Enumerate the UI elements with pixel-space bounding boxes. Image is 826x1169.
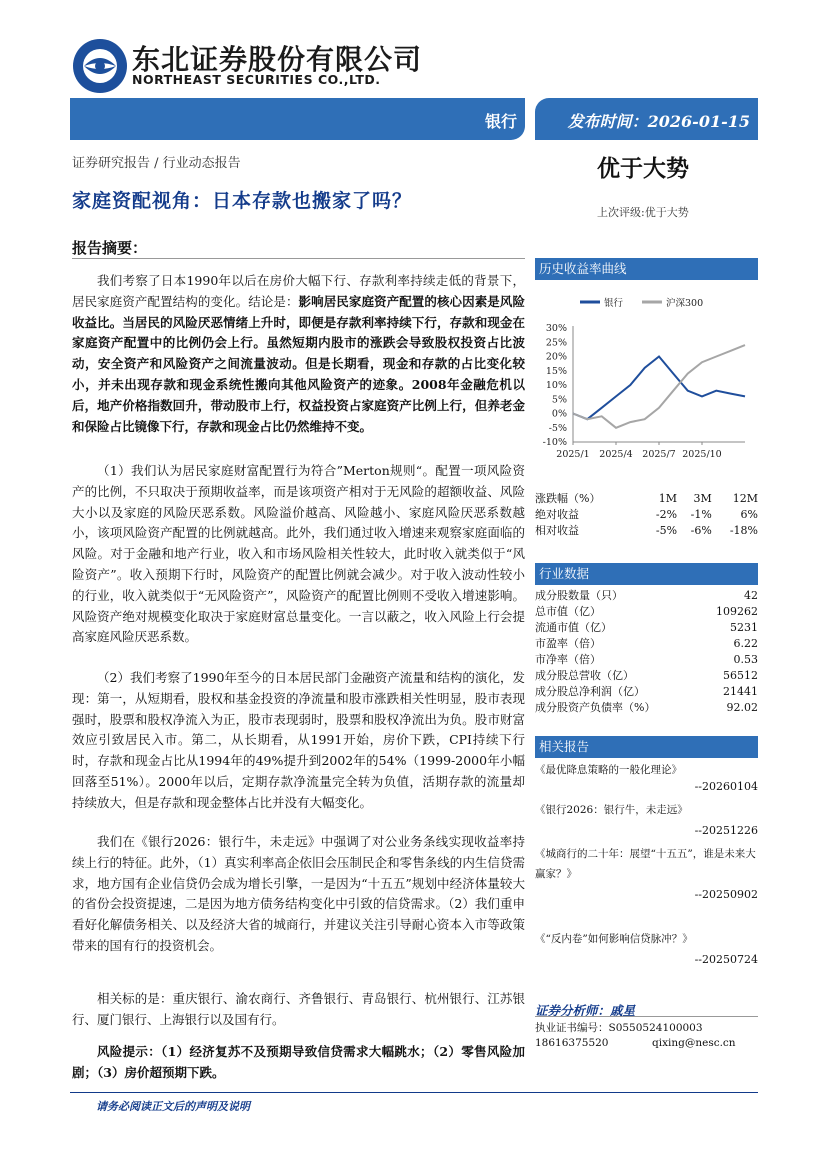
- table-row: [535, 619, 758, 635]
- ind-value: 5231: [730, 620, 758, 634]
- company-name-cn: 东北证券股份有限公司: [132, 43, 423, 76]
- ind-label: 流通市值（亿）: [535, 621, 612, 634]
- analyst-cert: 执业证书编号：S0550524100003: [535, 1022, 703, 1034]
- analyst-name: 证券分析师：戚星: [535, 1003, 636, 1018]
- risk-warning: [72, 1042, 525, 1084]
- related-report-title[interactable]: 《银行2026：银行牛，未走远》: [535, 804, 688, 816]
- y-tick-label: 25%: [545, 337, 567, 349]
- perf-header-3m: 3M: [693, 491, 712, 505]
- paragraph-japan-flows: （2）我们考察了1990年至今的日本居民部门金融资产流量和结构的演化，发现：第一，从短期看，股权和基金投资的净流量和股市涨跌相关性明显，股市表现强时，股票和股权净流入为正，股市表现弱时，股票和股权净流出为负。股市财富效应引致居民入市。第二，从长期看，从1991开始，房价下跌，CPI持续下行时，存款和现金占比从1994年的49%提升到2002年的54%（1999-2000年小幅回落至51%）。2000年以后，定期存款净流量完全转为负值，活期存款的流量却持续放大，但是存款和现金整体占比并没有大幅变化。: [72, 670, 525, 810]
- abstract-plain: 我们考察了日本1990年以后在房价大幅下行、存款利率持续走低的背景下，居民家庭资产配置结构的变化。结论是：: [72, 273, 525, 309]
- ind-label: 成分股资产负债率（%）: [535, 701, 656, 714]
- footer-divider: [70, 1092, 758, 1093]
- x-tick-label: 2025/7: [642, 449, 676, 460]
- ind-value: 92.02: [726, 700, 758, 714]
- y-tick-label: 30%: [545, 323, 567, 334]
- related-report-title[interactable]: 《最优降息策略的一般化理论》: [535, 764, 682, 776]
- company-logo-icon: [70, 36, 130, 96]
- date-band: [535, 98, 758, 140]
- footer-disclaimer: 请务必阅读正文后的声明及说明: [96, 1100, 250, 1113]
- performance-table: [535, 490, 758, 538]
- industry-band: [70, 98, 525, 140]
- ind-label: 总市值（亿）: [535, 605, 601, 618]
- table-row: [535, 667, 758, 683]
- report-type: 证券研究报告 / 行业动态报告: [72, 156, 241, 171]
- ind-value: 21441: [723, 684, 758, 698]
- x-tick-label: 2025/1: [556, 449, 590, 460]
- perf-cell: 6%: [740, 507, 758, 521]
- analyst-phone: 18616375520: [535, 1037, 609, 1049]
- table-row: [535, 699, 758, 715]
- legend-label: 沪深300: [666, 298, 704, 309]
- y-tick-label: 5%: [551, 394, 567, 406]
- paragraph-merton: （1）我们认为居民家庭财富配置行为符合”Merton规则“。配置一项风险资产的比例，不只取决于预期收益率，而是该项资产相对于无风险的超额收益、风险大小以及家庭的风险厌恶系数。风险溢价越高、风险越小、家庭风险厌恶系数越小，该项风险资产配置的比例就越高。此外，我们通过收入增速来观察家庭面临的风险。对于金融和地产行业，收入和市场风险相关性较大，此时收入就类似于“风险资产”。收入预期下行时，风险资产的配置比例就会减少。对于收入波动性较小的行业，收入就类似于“无风险资产”，风险资产的配置比例则不受收入增速影响。风险资产绝对规模变化取决于家庭财富总量变化。一言以蔽之，收入风险上行会提高家庭风险厌恶系数。: [72, 463, 525, 645]
- perf-cell: -2%: [655, 507, 678, 521]
- performance-row-relative: [535, 522, 758, 538]
- ind-label: 成分股总净利润（亿）: [535, 685, 645, 698]
- industry-data-header: 行业数据: [535, 563, 758, 585]
- table-row: [535, 603, 758, 619]
- industry-data-table: [535, 587, 758, 715]
- y-tick-label: -5%: [548, 422, 567, 434]
- chart-header: 历史收益率曲线: [535, 258, 758, 280]
- y-tick-label: 0%: [551, 408, 567, 420]
- report-title: 家庭资配视角：日本存款也搬家了吗？: [72, 190, 413, 212]
- publish-date: 发布时间：2026-01-15: [567, 112, 750, 131]
- company-name-en: NORTHEAST SECURITIES CO.,LTD.: [132, 72, 381, 87]
- y-tick-label: 20%: [545, 351, 567, 363]
- related-report-date: --20250902: [694, 888, 758, 901]
- analyst-email[interactable]: qixing@nesc.cn: [652, 1037, 736, 1049]
- abstract-bold: 影响居民家庭资产配置的核心因素是风险收益比。当居民的风险厌恶情绪上升时，即便是存款利率持续下行，存款和现金在家庭资产配置中的比例仍会上行。虽然短期内股市的涨跌会导致股权投资占比波动，安全资产和风险资产之间流量波动。但是长期看，现金和存款的占比变化较小，并未出现存款和现金系统性搬向其他风险资产的迹象。2008年金融危机以后，地产价格指数回升，带动股市上行，权益投资占家庭资产比例上行，但养老金和保险占比镜像下行，存款和现金占比仍然维持不变。: [72, 293, 525, 434]
- ind-value: 109262: [716, 604, 758, 618]
- summary-label: 报告摘要：: [72, 239, 148, 257]
- table-row: [535, 635, 758, 651]
- ind-label: 市净率（倍）: [535, 653, 601, 666]
- return-chart: [535, 285, 758, 463]
- perf-cell: -18%: [729, 523, 758, 537]
- related-reports-header: 相关报告: [535, 736, 758, 758]
- perf-header-12m: 12M: [732, 491, 758, 505]
- y-tick-label: 10%: [545, 380, 567, 391]
- divider: [72, 258, 525, 259]
- related-report-title[interactable]: 《城商行的二十年：展望“十五五”，谁是未来大赢家？》: [535, 848, 756, 880]
- ind-value: 0.53: [733, 652, 758, 666]
- related-report-date: --20251226: [694, 824, 758, 837]
- ind-label: 市盈率（倍）: [535, 637, 601, 650]
- performance-header-row: [535, 490, 758, 506]
- divider: [535, 1016, 758, 1017]
- perf-row-label: 相对收益: [535, 524, 579, 537]
- ind-label: 成分股总营收（亿）: [535, 669, 634, 682]
- perf-header-1m: 1M: [658, 491, 678, 505]
- paragraph-outlook: 我们在《银行2026：银行牛，未走远》中强调了对公业务条线实现收益率持续上行的特征。此外，（1）真实利率高企依旧会压制民企和零售条线的内生信贷需求，地方国有企业信贷仍会成为增长引擎，一是因为“十五五”规划中经济体量较大的省份会投资提速，二是因为地方债务结构变化中引致的信贷需求。（2）我们重申看好化解债务相关、以及经济大省的城商行，并建议关注引导耐心资本入市等政策带来的国有行的投资机会。: [72, 834, 525, 953]
- abstract-paragraph: [72, 271, 525, 437]
- paragraph-targets: 相关标的是：重庆银行、渝农商行、齐鲁银行、青岛银行、杭州银行、江苏银行、厦门银行、上海银行以及国有行。: [72, 991, 525, 1027]
- perf-row-label: 绝对收益: [535, 508, 579, 521]
- table-row: [535, 651, 758, 667]
- ind-value: 56512: [723, 668, 758, 682]
- related-report-date: --20260104: [694, 780, 758, 793]
- performance-row-absolute: [535, 506, 758, 522]
- table-row: [535, 683, 758, 699]
- series-line: [573, 357, 745, 420]
- perf-cell: -6%: [690, 523, 712, 537]
- rating: 优于大势: [597, 155, 689, 182]
- previous-rating: 上次评级:优于大势: [597, 206, 689, 219]
- ind-label: 成分股数量（只）: [535, 589, 623, 602]
- table-row: [535, 587, 758, 603]
- y-tick-label: 15%: [545, 365, 567, 377]
- perf-cell: -1%: [690, 507, 712, 521]
- x-tick-label: 2025/4: [599, 449, 633, 460]
- y-tick-label: -10%: [542, 437, 567, 448]
- perf-header-label: 涨跌幅（%）: [535, 492, 601, 505]
- related-report-title[interactable]: 《“反内卷”如何影响信贷脉冲？》: [535, 933, 693, 945]
- ind-value: 42: [744, 588, 758, 602]
- x-tick-label: 2025/10: [682, 449, 722, 460]
- related-report-date: --20250724: [694, 953, 758, 966]
- industry-label: 银行: [484, 112, 517, 131]
- risk-warning-text: 风险提示：（1）经济复苏不及预期导致信贷需求大幅跳水；（2）零售风险加剧；（3）房价超预期下跌。: [72, 1044, 525, 1080]
- perf-cell: -5%: [655, 523, 678, 537]
- legend-label: 银行: [604, 298, 624, 309]
- ind-value: 6.22: [733, 636, 758, 650]
